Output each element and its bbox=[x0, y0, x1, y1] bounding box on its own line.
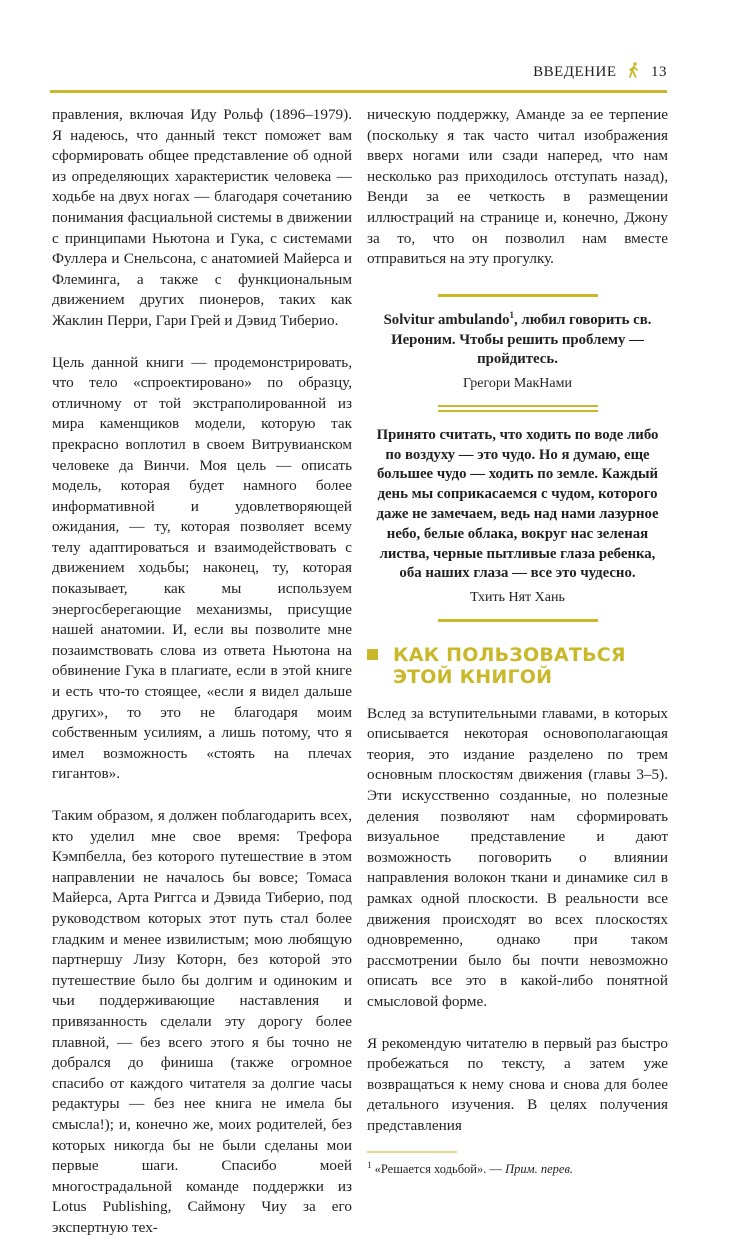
footnote-ref[interactable]: 1 bbox=[509, 309, 515, 320]
quote-author: Грегори МакНами bbox=[463, 376, 572, 392]
quote-author: Тхить Нят Хань bbox=[470, 590, 565, 606]
paragraph: Я рекомендую читателю в первый раз быстро пробежаться по тексту, а затем уже возвращаться к нему снова и снова для более детального изучения. В целях получения представления bbox=[367, 1034, 668, 1134]
paragraph: правления, включая Иду Рольф (1896–1979). Я надеюсь, что данный текст поможет вам сформировать общее представление об одной из определяющих характеристик человека — ходьбе на двух ногах — благодаря сочетанию понимания фасциальной системы в движении с принципами Ньютона и Гука, с системами Фуллера и Снельсона, с анатомией Майерса и Флеминга, а также с функциональным движением других пионеров, таких как Жаклин Перри, Гари Грей и Дэвид Тиберио. bbox=[52, 106, 352, 329]
quote-rule bbox=[438, 405, 598, 412]
quote-rule bbox=[438, 294, 598, 297]
epigraph-quote bbox=[367, 311, 668, 370]
footnote-note: Прим. перев. bbox=[505, 1161, 574, 1176]
square-bullet-icon bbox=[367, 649, 378, 660]
walking-person-icon bbox=[627, 62, 641, 78]
left-column bbox=[52, 105, 352, 1259]
section-heading bbox=[367, 644, 668, 688]
header-rule bbox=[50, 90, 667, 93]
quote-rule bbox=[438, 619, 598, 622]
section-title: ВВЕДЕНИЕ bbox=[533, 64, 617, 80]
section-heading-text: КАК ПОЛЬЗОВАТЬСЯ ЭТОЙ КНИГОЙ bbox=[393, 643, 626, 688]
right-column bbox=[367, 105, 668, 1179]
footnote bbox=[367, 1159, 668, 1180]
epigraph-quote: Принято считать, что ходить по воде либо по воздуху — это чудо. Но я думаю, еще большее чудо — ходить по земле. Каждый день мы соприкасаемся с чудом, которого даже не замечаем, ведь над нами лазурное небо, белые облака, вокруг нас зеленая листва, черные пытливые глаза ребенка, оба наших глаза — все это чудесно. bbox=[376, 426, 659, 582]
paragraph: Цель данной книги — продемонстрировать, что тело «спроектировано» по образцу, отличному от той экстраполированной из мира каменщиков модели, которую так прекрасно воплотил в своем Витрувианском человеке да Винчи. Моя цель — описать модель, которая будет намного более информативной и удовлетворяющей ожидания, — ту, которая позволяет всему телу адаптироваться и взаимодействовать с движением ходьбы; наконец, ту, которая показывает, как мы используем энергосберегающие механизмы, присущие нашей анатомии. И, если вы позволите мне позаимствовать слова из ответа Ньютона на обвинение Гука в плагиате, если в этой книге и есть что-то стоящее, «если я видел дальше других», то это не благодаря моим собственным усилиям, а лишь потому, что я имел возможность «стоять на плечах гигантов». bbox=[52, 353, 352, 783]
footnote-text: «Решается ходьбой». — bbox=[374, 1161, 506, 1176]
footnote-rule bbox=[367, 1151, 457, 1153]
footnote-number: 1 bbox=[367, 1159, 372, 1170]
quote-text: Solvitur ambulando bbox=[383, 311, 510, 328]
quote-text: , любил говорить св. Иероним. Чтобы решить проблему — пройдитесь. bbox=[391, 311, 652, 368]
paragraph: ническую поддержку, Аманде за ее терпение (поскольку я так часто читал изображения вверх ногами или сзади наперед, что нам несколько раз приходилось отступать назад), Венди за ее четкость в размещении иллюстраций на странице и, конечно, Джону за то, что он позволил нам вместе отправиться на эту прогулку. bbox=[367, 106, 668, 268]
paragraph: Вслед за вступительными главами, в которых описывается некоторая основополагающая теория, это издание разделено по трем основным плоскостям движения (главы 3–5). Эти искусственно созданные, но полезные деления позволяют нам сформировать визуальное представление и дают возможность поговорить о влиянии направления волокон ткани и динамике сил в рамках одной плоскости. В реальности все движения происходят во всех плоскостях одновременно, однако при таком рассмотрении было бы почти невозможно описать все это в какой-либо понятной смысловой форме. bbox=[367, 704, 668, 1011]
running-header bbox=[0, 62, 667, 81]
page-number: 13 bbox=[651, 64, 667, 80]
paragraph: Таким образом, я должен поблагодарить всех, кто уделил мне свое время: Трефора Кэмпбелла, без которого путешествие в этом направлении не началось бы вовсе; Томаса Майерса, Арта Риггса и Дэвида Тиберио, под руководством которых этот путь стал более гладким и менее извилистым; мою любящую партнершу Лизу Которн, без которой это путешествие было бы долгим и одиноким и чьи поддерживающие наставления и привязанность сделали эту дорогу более плавной, — без всего этого я бы точно не добрался до финиша (также огромное спасибо от каждого читателя за долгие часы редактуры — без нее книга не имела бы смысла!); и, конечно же, моих родителей, без которых никогда бы не были сделаны мои первые шаги. Спасибо моей многострадальной команде поддержки из Lotus Publishing, Саймону Чиу за его экспертную тех- bbox=[52, 807, 352, 1236]
